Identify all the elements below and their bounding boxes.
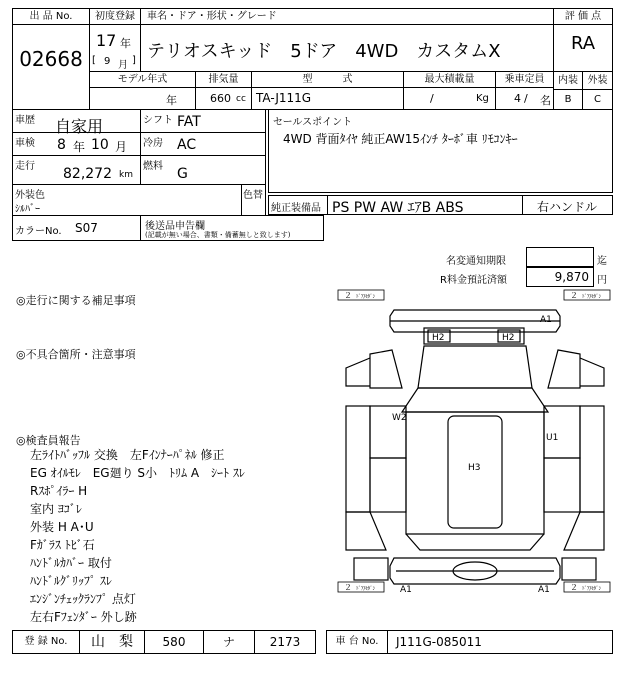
chassis-label-cell — [326, 630, 388, 654]
spec-label-displacement: 排気量 — [195, 71, 252, 88]
interior-grade: B — [554, 89, 583, 109]
reg-label: 登 録 No. — [24, 636, 68, 647]
hood-outline — [418, 346, 532, 388]
recycle-value: 9,870 — [554, 270, 589, 284]
report-line: EG ｵｲﾙﾓﾚ EG廻り S小 ﾄﾘﾑ A ｼｰﾄ ｽﾚ — [30, 466, 245, 480]
mileage-cell — [12, 155, 141, 185]
first-registration-cell — [89, 24, 141, 72]
fuel-value: G — [177, 166, 188, 182]
first-registration-year: 17 — [96, 31, 117, 50]
reg-class: 580 — [162, 635, 186, 649]
inspector-report — [30, 446, 245, 626]
spec-type-cell — [251, 87, 404, 110]
right-rear-fender — [564, 512, 604, 550]
left-mirror — [346, 358, 370, 386]
spec-displacement-unit: cc — [236, 94, 246, 104]
cabin-outline — [406, 412, 544, 534]
spec-label-type: 型 式 — [251, 71, 404, 88]
first-registration-month-open: [ — [92, 55, 96, 66]
spec-capacity-unit: 名 — [540, 94, 551, 107]
reg-pref-cell — [79, 630, 145, 654]
equipment-value-cell — [327, 195, 523, 215]
inspection-month-unit: 月 — [115, 140, 128, 154]
damage-mark-right-rear-door: U1 — [546, 433, 559, 443]
spec-capacity-value: 4 — [514, 92, 521, 105]
car-info-header — [140, 8, 554, 25]
repaint-cell — [241, 184, 266, 216]
aircon-label: 冷房 — [143, 138, 163, 149]
damage-mark-roof: H3 — [468, 463, 481, 473]
first-registration-label: 初度登録 — [95, 11, 135, 22]
ext-color-cell — [12, 184, 242, 216]
spec-displacement-cell — [195, 87, 252, 110]
damage-mark-right-headlight: H2 — [502, 333, 515, 343]
spec-type-value: TA-J111G — [256, 91, 312, 105]
damage-mark-left-headlight: H2 — [432, 333, 445, 343]
inspection-year-unit: 年 — [73, 140, 86, 154]
spec-displacement-value: 660 — [210, 92, 231, 105]
right-rear-door — [544, 458, 580, 512]
name-change-unit: 迄 — [597, 256, 607, 267]
first-registration-month-unit: 月 — [118, 60, 128, 71]
car-name-cell — [140, 24, 554, 72]
inspection-year: 8 — [57, 137, 66, 153]
first-registration-month-close: ] — [132, 55, 136, 66]
fuel-label: 燃料 — [143, 161, 163, 172]
shift-label: シフト — [143, 115, 173, 126]
color-no-value: S07 — [75, 221, 98, 235]
sales-point-label: セールスポイント — [273, 117, 353, 128]
corner-tag-br-num: ２ — [570, 583, 578, 592]
shift-value: FAT — [177, 114, 201, 130]
spec-label-model-year: モデル年式 — [89, 71, 196, 88]
spec-label-capacity: 乗車定員 — [495, 71, 554, 88]
aftermarket-cell — [140, 215, 324, 241]
report-line: 外装 H A･U — [30, 520, 94, 534]
chassis-label: 車 台 No. — [335, 636, 379, 647]
equipment-label: 純正装備品 — [271, 203, 321, 214]
history-value: 自家用 — [55, 117, 104, 136]
reg-kana-cell — [203, 630, 255, 654]
interior-label: 内装 — [554, 71, 583, 89]
defects-label: ◎不具合箇所・注意事項 — [16, 348, 136, 361]
name-change-box — [526, 247, 594, 267]
corner-tag-tr-text: ﾄﾞｱ/ｾﾀﾞﾝ — [582, 294, 602, 300]
left-front-fender — [370, 350, 402, 388]
right-tail-light — [562, 558, 596, 580]
spec-capacity-sep: / — [524, 92, 528, 105]
damage-mark-left-fender: W2 — [392, 413, 407, 423]
reg-pref: 山 梨 — [91, 634, 133, 650]
inspection-month: 10 — [91, 137, 109, 153]
aircon-value: AC — [177, 137, 197, 153]
left-side-panel — [346, 406, 370, 512]
mileage-label: 走行 — [15, 161, 35, 172]
spec-model-year-cell — [89, 87, 196, 110]
damage-mark-front-bumper: A1 — [540, 315, 552, 325]
left-tail-light — [354, 558, 388, 580]
spec-label-max-load: 最大積載量 — [403, 71, 496, 88]
aftermarket-label: 後送品申告欄 — [145, 221, 205, 232]
sales-point-text: 4WD 背面ﾀｲﾔ 純正AW15ｲﾝﾁ ﾀｰﾎﾞ車 ﾘﾓｺﾝｷｰ — [283, 132, 518, 146]
spec-max-load-sep: / — [430, 92, 434, 105]
left-rear-fender — [346, 512, 386, 550]
report-line: 室内 ﾖｺﾞﾚ — [30, 502, 82, 516]
recycle-label: R料金預託済額 — [440, 275, 507, 286]
spec-max-load-unit: Kg — [476, 93, 489, 104]
reg-class-cell — [144, 630, 204, 654]
reg-number-cell — [254, 630, 316, 654]
corner-tag-bl-num: ２ — [344, 583, 352, 592]
chassis-value-cell — [387, 630, 613, 654]
grade-label: 評 価 点 — [554, 9, 612, 25]
report-line: ﾊﾝﾄﾞﾙｸﾞﾘｯﾌﾟ ｽﾚ — [30, 574, 112, 588]
reg-kana: ナ — [222, 635, 235, 649]
repaint-label: 色替 — [243, 190, 263, 201]
sales-point-box — [268, 109, 613, 193]
rear-window — [406, 534, 544, 550]
right-front-fender — [548, 350, 580, 388]
exterior-grade: C — [583, 89, 612, 109]
reg-label-cell — [12, 630, 80, 654]
steering-value: 右ハンドル — [537, 200, 598, 214]
recycle-unit: 円 — [597, 275, 607, 286]
exterior-label: 外装 — [583, 71, 612, 89]
color-no-label: カラーNo. — [15, 226, 62, 237]
spec-model-year-unit: 年 — [166, 94, 177, 107]
aircon-cell — [140, 132, 266, 156]
car-info-label: 車名・ドア・形状・グレード — [147, 11, 277, 22]
damage-mark-rear-left: A1 — [400, 585, 412, 595]
report-line: ﾊﾝﾄﾞﾙｶﾊﾞｰ 取付 — [30, 556, 112, 570]
driving-notes-label: ◎走行に関する補足事項 — [16, 294, 136, 307]
lot-number-box — [12, 8, 90, 110]
recycle-box — [526, 267, 594, 287]
right-side-panel — [580, 406, 604, 512]
color-no-cell — [12, 215, 141, 241]
ext-color-label: 外装色 — [15, 190, 45, 201]
grade-box — [553, 8, 613, 110]
ext-color-value: ｼﾙﾊﾞｰ — [15, 204, 40, 215]
left-rear-door — [370, 458, 406, 512]
lot-number-label: 出 品 No. — [13, 9, 89, 25]
report-line: 左右Fﾌｪﾝﾀﾞｰ 外し跡 — [30, 610, 137, 624]
fuel-cell — [140, 155, 266, 185]
first-registration-year-unit: 年 — [120, 37, 131, 50]
reg-number: 2173 — [269, 635, 301, 649]
equipment-value: PS PW AW ｴｱB ABS — [332, 200, 464, 216]
corner-tag-tl-num: ２ — [344, 291, 352, 300]
report-line: Fｶﾞﾗｽ ﾄﾋﾞ石 — [30, 538, 95, 552]
shift-cell — [140, 109, 266, 133]
spec-capacity-cell — [495, 87, 554, 110]
lot-number: 02668 — [19, 47, 83, 71]
right-front-door — [544, 406, 580, 458]
right-mirror — [580, 358, 604, 386]
history-label: 車歴 — [15, 115, 35, 126]
corner-tag-bl-text: ﾄﾞｱ/ｾﾀﾞﾝ — [356, 586, 376, 592]
mileage-unit: km — [119, 170, 133, 180]
corner-tag-tl-text: ﾄﾞｱ/ｾﾀﾞﾝ — [356, 294, 376, 300]
first-registration-month: 9 — [104, 56, 111, 67]
spec-max-load-cell — [403, 87, 496, 110]
first-registration-header — [89, 8, 141, 25]
chassis-value: J111G-085011 — [396, 635, 482, 649]
corner-tag-br-text: ﾄﾞｱ/ｾﾀﾞﾝ — [582, 586, 602, 592]
report-line: ｴﾝｼﾞﾝﾁｪｯｸﾗﾝﾌﾟ 点灯 — [30, 592, 136, 606]
history-cell — [12, 109, 141, 136]
aftermarket-note: (記載が無い場合、書類・備蓄無しと致します) — [145, 231, 291, 239]
report-line: Rｽﾎﾟｲﾗｰ H — [30, 484, 88, 498]
name-change-label: 名変通知期限 — [446, 256, 506, 267]
mileage-value: 82,272 — [63, 166, 112, 182]
inspector-report-label: ◎検査員報告 — [16, 434, 81, 447]
damage-mark-rear-right: A1 — [538, 585, 550, 595]
windshield — [402, 388, 548, 412]
equipment-label-cell — [268, 195, 328, 215]
report-line: 左ﾗｲﾄﾊﾞｯﾌﾙ 交換 左Fｲﾝﾅｰﾊﾟﾈﾙ 修正 — [30, 448, 225, 462]
inspection-cell — [12, 132, 141, 156]
overall-grade: RA — [570, 33, 596, 54]
car-name: テリオスキッド 5ドア 4WD カスタムX — [147, 41, 501, 62]
corner-tag-tr-num: ２ — [570, 291, 578, 300]
car-damage-diagram — [336, 288, 616, 612]
inspection-label: 車検 — [15, 138, 35, 149]
steering-cell — [522, 195, 613, 215]
